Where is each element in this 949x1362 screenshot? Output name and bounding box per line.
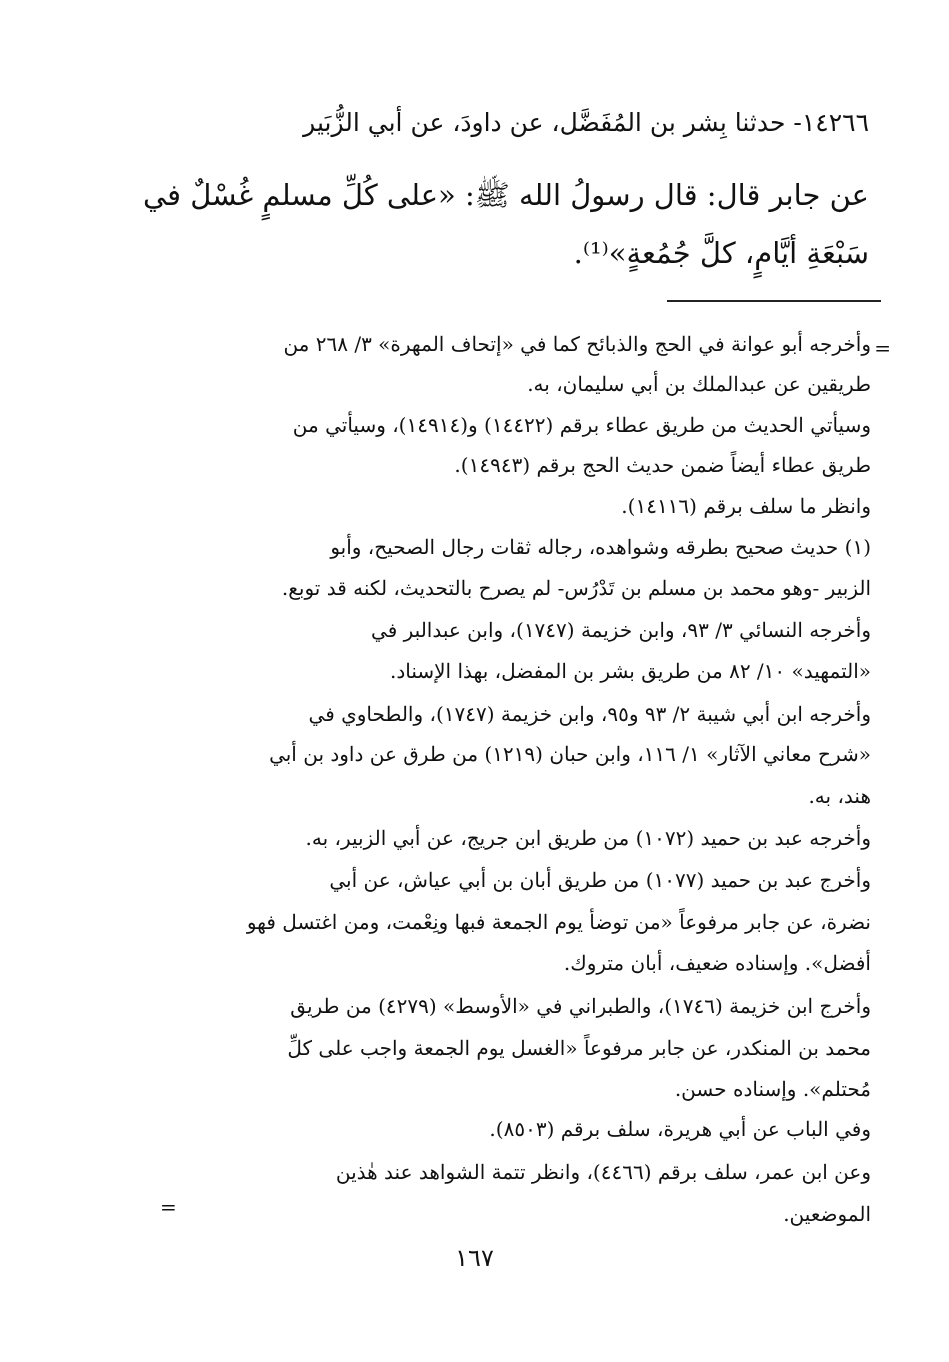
footnote-line: وأخرج ابن خزيمة (١٧٤٦)، والطبراني في «الأوسط» (٤٢٧٩) من طريق [290,994,871,1018]
footnote-line: (١) حديث صحيح بطرقه وشواهده، رجاله ثقات رجال الصحيح، وأبو [330,535,871,559]
footnote-line: «شرح معاني الآثار» ١/ ١١٦، وابن حبان (١٢١٩) من طرق عن داود بن أبي [269,742,871,766]
hadith-line-1: ١٤٢٦٦- حدثنا بِشر بن المُفَضَّل، عن داودَ، عن أبي الزُّبَير [303,108,869,137]
hadith-line-2: عن جابر قال: قال رسولُ الله ﷺ: «على كُلِّ مسلمٍ غُسْلٌ في [142,178,869,212]
hadith-line-3: سَبْعَةِ أيَّامٍ، كلَّ جُمُعةٍ»⁽¹⁾. [573,236,869,270]
page-number: ١٦٧ [455,1244,494,1272]
footnote-line: وأخرج عبد بن حميد (١٠٧٧) من طريق أبان بن أبي عياش، عن أبي [329,868,871,892]
footnote-line: وأخرجه عبد بن حميد (١٠٧٢) من طريق ابن جريج، عن أبي الزبير، به. [305,826,871,850]
footnote-separator [667,300,881,302]
footnote-line: الموضعين. [783,1202,871,1226]
footnote-line: وعن ابن عمر، سلف برقم (٤٤٦٦)، وانظر تتمة الشواهد عند هٰذين [335,1160,871,1184]
footnote-line: محمد بن المنكدر، عن جابر مرفوعاً «الغسل يوم الجمعة واجب على كلِّ [287,1036,871,1060]
footnote-line: الزبير -وهو محمد بن مسلم بن تَدْرُس- لم يصرح بالتحديث، لكنه قد توبع. [281,576,871,600]
footnote-line: وأخرجه ابن أبي شيبة ٢/ ٩٣ و٩٥، وابن خزيمة (١٧٤٧)، والطحاوي في [308,702,871,726]
footnote-line: وأخرجه أبو عوانة في الحج والذبائح كما في «إتحاف المهرة» ٣/ ٢٦٨ من [283,332,871,356]
footnote-line: وسيأتي الحديث من طريق عطاء برقم (١٤٤٢٢) و(١٤٩١٤)، وسيأتي من [292,413,871,437]
continuation-mark-top: = [874,336,891,360]
footnote-line: نضرة، عن جابر مرفوعاً «من توضأ يوم الجمعة فبها ونِعْمت، ومن اغتسل فهو [246,910,871,934]
footnote-line: طريقين عن عبدالملك بن أبي سليمان، به. [527,372,871,396]
footnote-line: هند، به. [808,784,871,808]
continuation-mark-bottom: = [160,1195,177,1219]
footnote-line: طريق عطاء أيضاً ضمن حديث الحج برقم (١٤٩٤٣). [454,453,871,477]
footnote-line: مُحتلم». وإسناده حسن. [674,1077,871,1101]
footnote-line: «التمهيد» ١٠/ ٨٢ من طريق بشر بن المفضل، بهذا الإسناد. [389,659,871,683]
footnote-line: أفضل». وإسناده ضعيف، أبان متروك. [563,951,871,975]
footnote-line: وفي الباب عن أبي هريرة، سلف برقم (٨٥٠٣). [489,1117,871,1141]
footnote-line: وانظر ما سلف برقم (١٤١١٦). [621,494,871,518]
footnote-line: وأخرجه النسائي ٣/ ٩٣، وابن خزيمة (١٧٤٧)، وابن عبدالبر في [371,618,871,642]
